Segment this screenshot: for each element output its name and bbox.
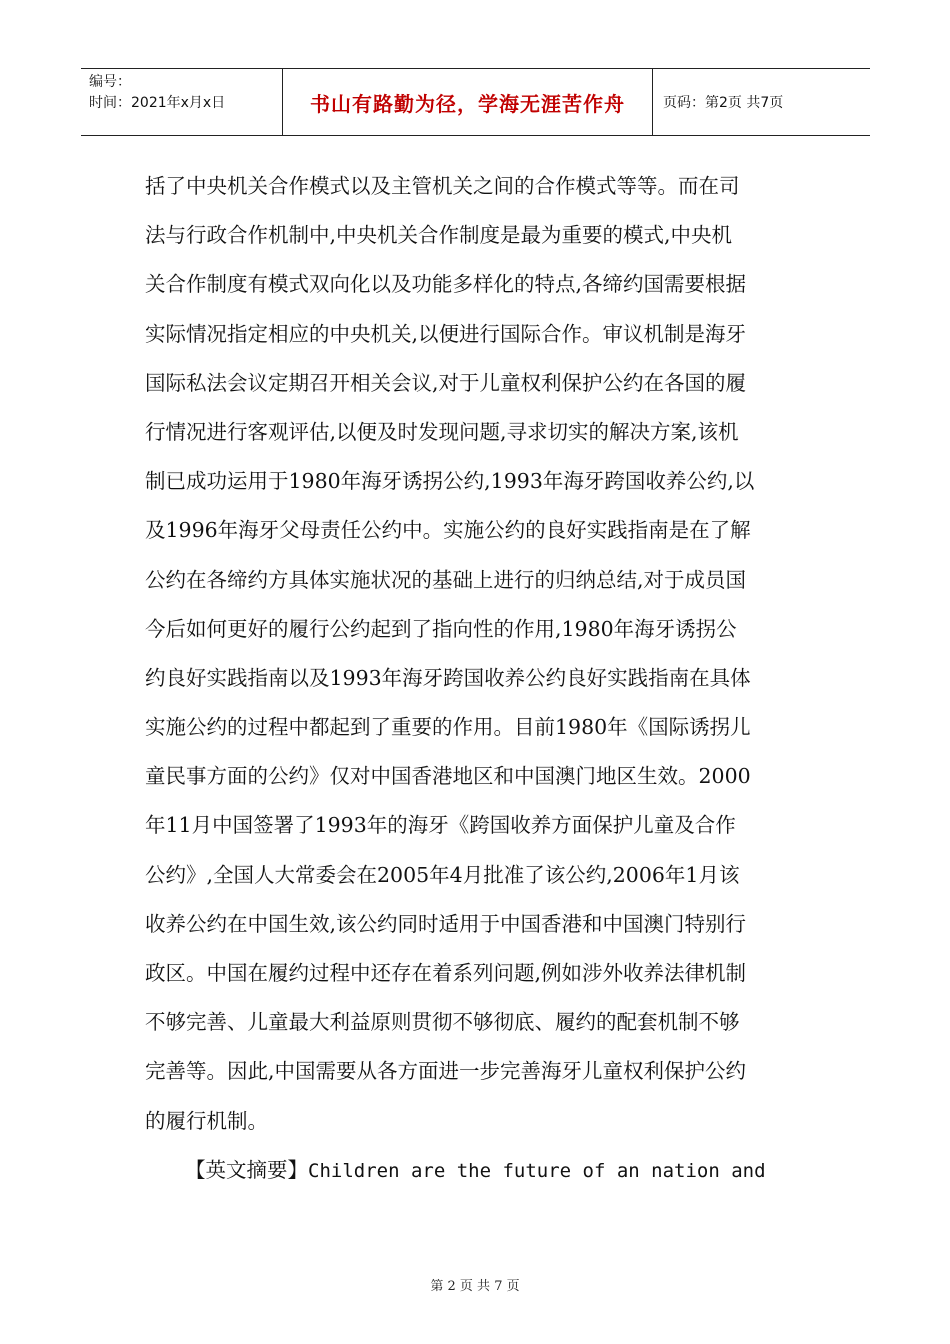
body-line: 不够完善、儿童最大利益原则贯彻不够彻底、履约的配套机制不够 xyxy=(145,1010,740,1035)
abstract-text: Children are the future of an nation and xyxy=(308,1159,766,1182)
page-header xyxy=(81,68,870,136)
body-line: 括了中央机关合作模式以及主管机关之间的合作模式等等。而在司 xyxy=(145,174,740,198)
body-line: 公约》,全国人大常委会在2005年4月批准了该公约,2006年1月该 xyxy=(145,862,740,887)
body-line: 实施公约的过程中都起到了重要的作用。目前1980年《国际诱拐儿 xyxy=(145,715,751,740)
body-line: 的履行机制。 xyxy=(145,1108,268,1133)
body-line: 童民事方面的公约》仅对中国香港地区和中国澳门地区生效。2000 xyxy=(145,764,751,789)
header-motto: 书山有路勤为径，学海无涯苦作舟 xyxy=(283,69,653,135)
abstract-label: 【英文摘要】 xyxy=(185,1157,308,1182)
document-body xyxy=(145,162,813,1195)
page-footer: 第 2 页 共 7 页 xyxy=(430,1279,520,1294)
body-line: 公约在各缔约方具体实施状况的基础上进行的归纳总结,对于成员国 xyxy=(145,567,747,592)
body-line: 今后如何更好的履行公约起到了指向性的作用,1980年海牙诱拐公 xyxy=(145,616,737,641)
body-line: 法与行政合作机制中,中央机关合作制度是最为重要的模式,中央机 xyxy=(145,223,733,248)
body-line: 国际私法会议定期召开相关会议,对于儿童权利保护公约在各国的履 xyxy=(145,370,747,395)
header-page-info: 页码：第2页 共7页 xyxy=(663,95,784,111)
body-line: 收养公约在中国生效,该公约同时适用于中国香港和中国澳门特别行 xyxy=(145,911,747,936)
body-line: 政区。中国在履约过程中还存在着系列问题,例如涉外收养法律机制 xyxy=(145,961,747,985)
body-line: 及1996年海牙父母责任公约中。实施公约的良好实践指南是在了解 xyxy=(145,518,751,543)
body-line: 制已成功运用于1980年海牙诱拐公约,1993年海牙跨国收养公约,以 xyxy=(145,469,755,494)
body-line: 约良好实践指南以及1993年海牙跨国收养公约良好实践指南在具体 xyxy=(145,665,751,690)
body-line: 行情况进行客观评估,以便及时发现问题,寻求切实的解决方案,该机 xyxy=(145,419,739,444)
abstract-line xyxy=(145,1146,813,1195)
body-line: 完善等。因此,中国需要从各方面进一步完善海牙儿童权利保护公约 xyxy=(145,1059,747,1084)
body-line: 年11月中国签署了1993年的海牙《跨国收养方面保护儿童及合作 xyxy=(145,813,736,838)
body-line: 实际情况指定相应的中央机关,以便进行国际合作。审议机制是海牙 xyxy=(145,321,747,346)
document-number-label: 编号： xyxy=(89,74,131,90)
header-meta-cell xyxy=(81,69,283,135)
document-time-label: 时间：2021年x月x日 xyxy=(89,95,226,111)
body-line: 关合作制度有模式双向化以及功能多样化的特点,各缔约国需要根据 xyxy=(145,272,747,297)
